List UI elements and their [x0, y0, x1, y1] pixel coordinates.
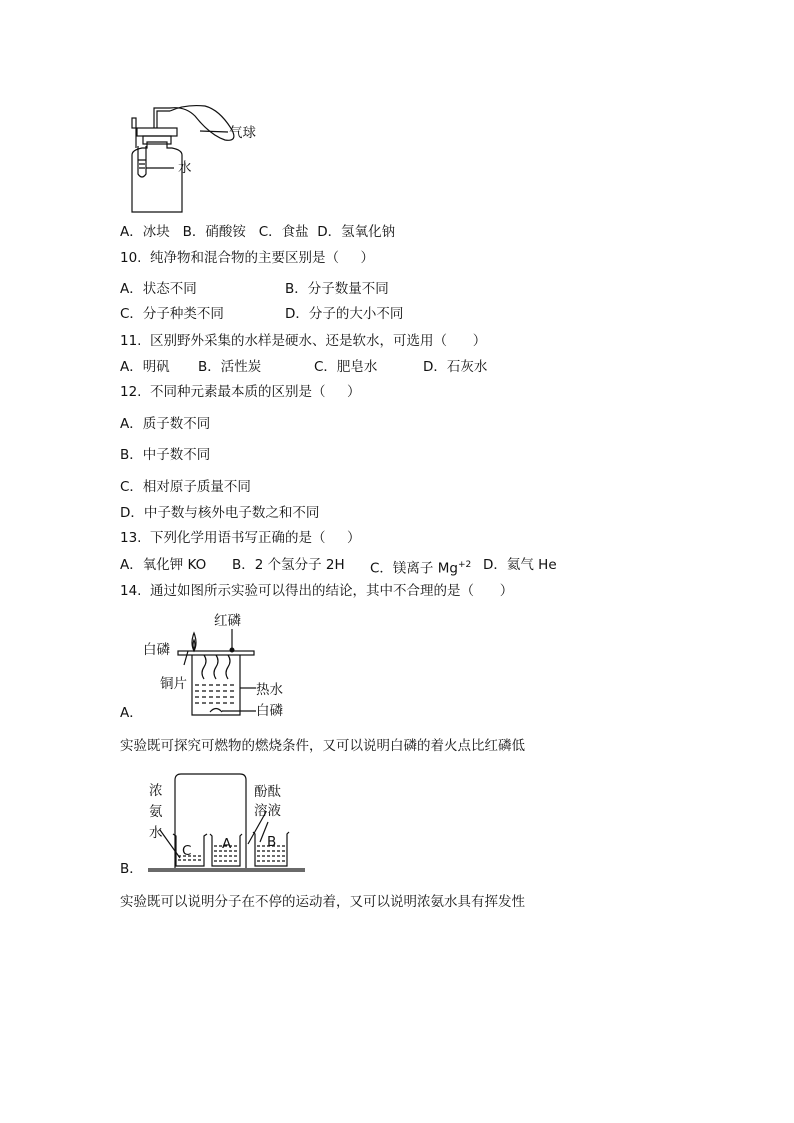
beaker-a-label: A — [222, 836, 232, 852]
q12-stem: 12. 不同种元素最本质的区别是（ ） — [120, 384, 361, 400]
q14-option-a-text: 实验既可探究可燃物的燃烧条件，又可以说明白磷的着火点比红磷低 — [120, 738, 525, 754]
hot-water-label: 热水 — [256, 682, 283, 698]
q10-option-c: C．分子种类不同 — [120, 306, 224, 322]
q10-option-d: D．分子的大小不同 — [285, 306, 404, 322]
q13-option-c-charge: +2 — [457, 560, 472, 570]
q11-option-c: C．肥皂水 — [314, 359, 378, 375]
q12-option-c: C．相对原子质量不同 — [120, 479, 251, 495]
water-label: 水 — [178, 160, 192, 176]
figure-combustion-experiment — [170, 615, 310, 725]
red-phosphorus-label: 红磷 — [214, 613, 241, 629]
q10-stem: 10. 纯净物和混合物的主要区别是（ ） — [120, 250, 375, 266]
q10-option-a: A．状态不同 — [120, 281, 197, 297]
q14-stem: 14. 通过如图所示实验可以得出的结论，其中不合理的是（ ） — [120, 583, 514, 599]
copper-plate-label: 铜片 — [160, 676, 187, 692]
q13-option-b: B．2 个氢分子 2H — [232, 557, 345, 573]
white-phosphorus-bottom-label: 白磷 — [256, 703, 283, 719]
q11-option-d: D．石灰水 — [423, 359, 488, 375]
q14-option-b-letter: B． — [120, 861, 143, 877]
ammonia-label-1: 浓 — [149, 783, 163, 799]
phenolphthalein-label-1: 酚酞 — [254, 784, 281, 800]
q12-option-d: D．中子数与核外电子数之和不同 — [120, 505, 320, 521]
q11-option-a: A．明矾 — [120, 359, 170, 375]
beaker-b-label: B — [267, 834, 277, 850]
ammonia-label-2: 氨 — [149, 804, 163, 820]
q9-options: A．冰块 B．硝酸铵 C．食盐 D．氢氧化钠 — [120, 224, 396, 240]
q13-option-c-text: C．镁离子 Mg — [370, 560, 458, 577]
q12-option-a: A．质子数不同 — [120, 416, 211, 432]
q10-option-b: B．分子数量不同 — [285, 281, 389, 297]
white-phosphorus-left-label: 白磷 — [143, 642, 170, 658]
q12-option-b: B．中子数不同 — [120, 447, 211, 463]
q13-option-a: A．氧化钾 KO — [120, 557, 207, 573]
q14-option-a-letter: A． — [120, 705, 143, 721]
q13-stem: 13. 下列化学用语书写正确的是（ ） — [120, 530, 361, 546]
figure-molecule-motion-experiment — [140, 770, 320, 880]
balloon-label: 气球 — [229, 125, 256, 141]
ammonia-label-3: 水 — [149, 825, 163, 841]
beaker-c-label: C — [182, 843, 192, 859]
q11-option-b: B．活性炭 — [198, 359, 262, 375]
phenolphthalein-label-2: 溶液 — [254, 803, 281, 819]
q14-option-b-text: 实验既可以说明分子在不停的运动着，又可以说明浓氨水具有挥发性 — [120, 894, 525, 910]
q13-option-d: D．氦气 He — [483, 557, 557, 573]
q11-stem: 11. 区别野外采集的水样是硬水、还是软水，可选用（ ） — [120, 333, 487, 349]
q13-option-c — [370, 557, 471, 577]
